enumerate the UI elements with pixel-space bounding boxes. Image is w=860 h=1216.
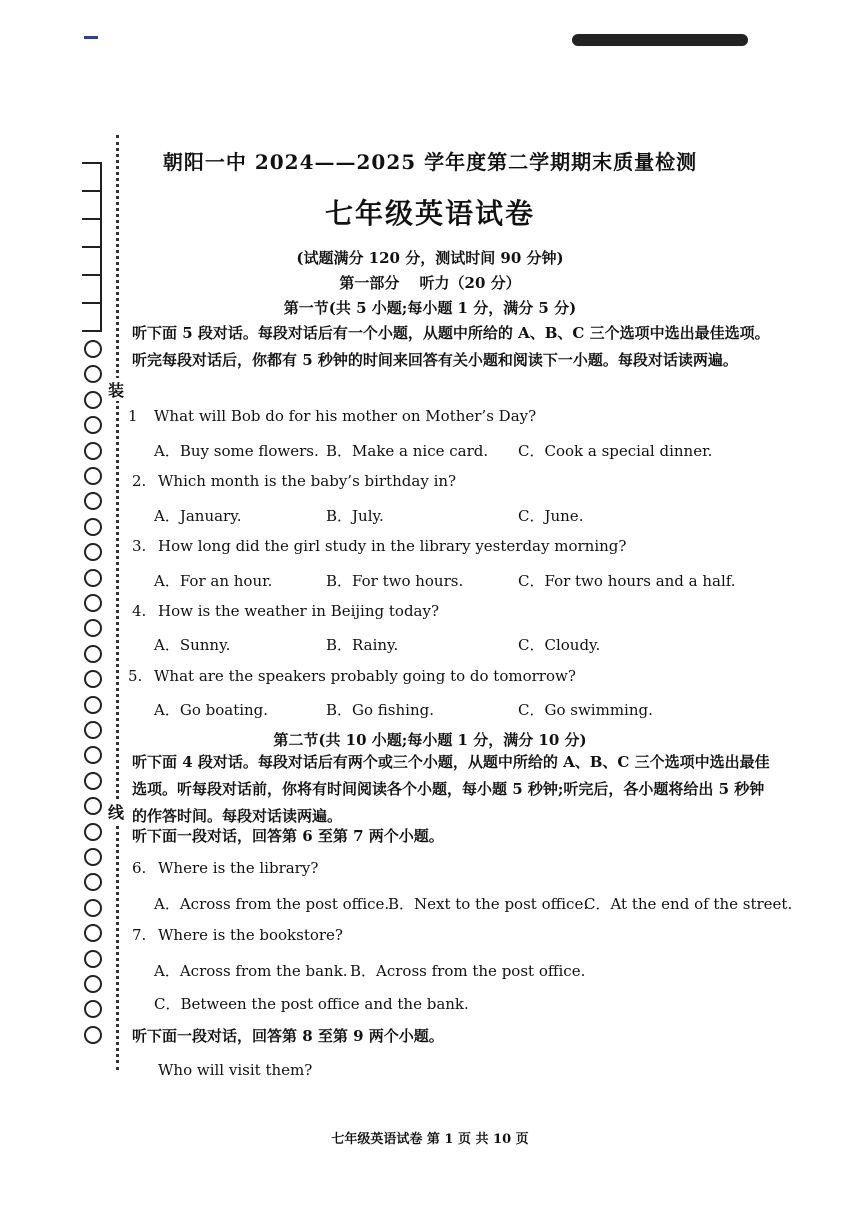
binding-ring [84,518,102,536]
option-6b: B．Next to the post office. [388,895,589,913]
binding-ring [84,340,102,358]
binding-ring [84,365,102,383]
binding-ring [84,492,102,510]
binding-ring [84,1000,102,1018]
question-3: 3. How long did the girl study in the library yesterday morning? [132,537,627,555]
dialog-6-7-intro: 听下面一段对话，回答第 6 至第 7 两个小题。 [132,827,444,845]
option-7a: A．Across from the bank. [154,962,348,980]
option-5c: C．Go swimming. [518,701,653,719]
binding-ring [84,823,102,841]
section-one-heading: 第一节(共 5 小题;每小题 1 分，满分 5 分) [283,299,577,317]
binding-ring [84,848,102,866]
binding-ring [84,594,102,612]
binding-ring [84,391,102,409]
option-6c: C．At the end of the street. [584,895,793,913]
option-7c: C．Between the post office and the bank. [154,995,469,1013]
option-2a: A．January. [154,507,242,525]
score-time-note: (试题满分 120 分，测试时间 90 分钟) [296,249,564,267]
scan-artifact-top-left [84,36,98,39]
binding-label-zhuang: 装 [108,378,124,401]
option-2c: C．June. [518,507,584,525]
option-3a: A．For an hour. [154,572,273,590]
page-footer: 七年级英语试卷 第 1 页 共 10 页 [331,1132,529,1147]
option-4a: A．Sunny. [154,636,231,654]
option-4c: C．Cloudy. [518,636,601,654]
binding-ring [84,772,102,790]
option-1c: C．Cook a special dinner. [518,442,713,460]
binding-ring [84,569,102,587]
binding-ring [84,924,102,942]
binding-ring [84,442,102,460]
question-1: 1 What will Bob do for his mother on Mother’s Day? [128,407,537,425]
question-8: Who will visit them? [158,1061,313,1079]
binding-ring [84,873,102,891]
binding-ring [84,645,102,663]
question-4: 4. How is the weather in Beijing today? [132,602,440,620]
option-4b: B．Rainy. [326,636,399,654]
option-5a: A．Go boating. [154,701,269,719]
binding-ring [84,670,102,688]
binding-ring [84,619,102,637]
binding-ring [84,416,102,434]
binding-ring [84,797,102,815]
binding-ring [84,950,102,968]
dialog-8-9-intro: 听下面一段对话，回答第 8 至第 9 两个小题。 [132,1027,444,1045]
scan-artifact-top-right [572,34,748,46]
question-7: 7. Where is the bookstore? [132,926,343,944]
binding-ring [84,899,102,917]
section-two-instruction: 听下面 4 段对话。每段对话后有两个或三个小题，从题中所给的 A、B、C 三个选项中选出最佳选项。听每段对话前，你将有时间阅读各个小题，每小题 5 秒钟;听完后，各小题将给出 5 秒钟的作答时间。每段对话读两遍。 [132,753,770,825]
page-title: 朝阳一中 2024——2025 学年度第二学期期末质量检测 [162,150,698,174]
binding-ring [84,467,102,485]
option-3c: C．For two hours and a half. [518,572,736,590]
binding-ring [84,1026,102,1044]
binding-ring [84,975,102,993]
exam-title: 七年级英语试卷 [324,197,535,230]
option-5b: B．Go fishing. [326,701,434,719]
question-6: 6. Where is the library? [132,859,319,877]
section-one-instruction: 听下面 5 段对话。每段对话后有一个小题，从题中所给的 A、B、C 三个选项中选出最佳选项。听完每段对话后，你都有 5 秒钟的时间来回答有关小题和阅读下一小题。每段对话读两遍。 [132,324,770,369]
option-1b: B．Make a nice card. [326,442,489,460]
binding-label-xian: 线 [108,800,124,823]
binding-ring [84,696,102,714]
option-7b: B．Across from the post office. [350,962,586,980]
option-3b: B．For two hours. [326,572,464,590]
option-1a: A．Buy some flowers. [154,442,319,460]
question-2: 2. Which month is the baby’s birthday in? [132,472,457,490]
part-one-heading: 第一部分 听力（20 分） [339,274,521,292]
binding-ring [84,543,102,561]
question-5: 5. What are the speakers probably going to do tomorrow? [128,667,576,685]
option-2b: B．July. [326,507,384,525]
section-two-heading: 第二节(共 10 小题;每小题 1 分，满分 10 分) [273,731,587,749]
option-6a: A．Across from the post office. [154,895,390,913]
